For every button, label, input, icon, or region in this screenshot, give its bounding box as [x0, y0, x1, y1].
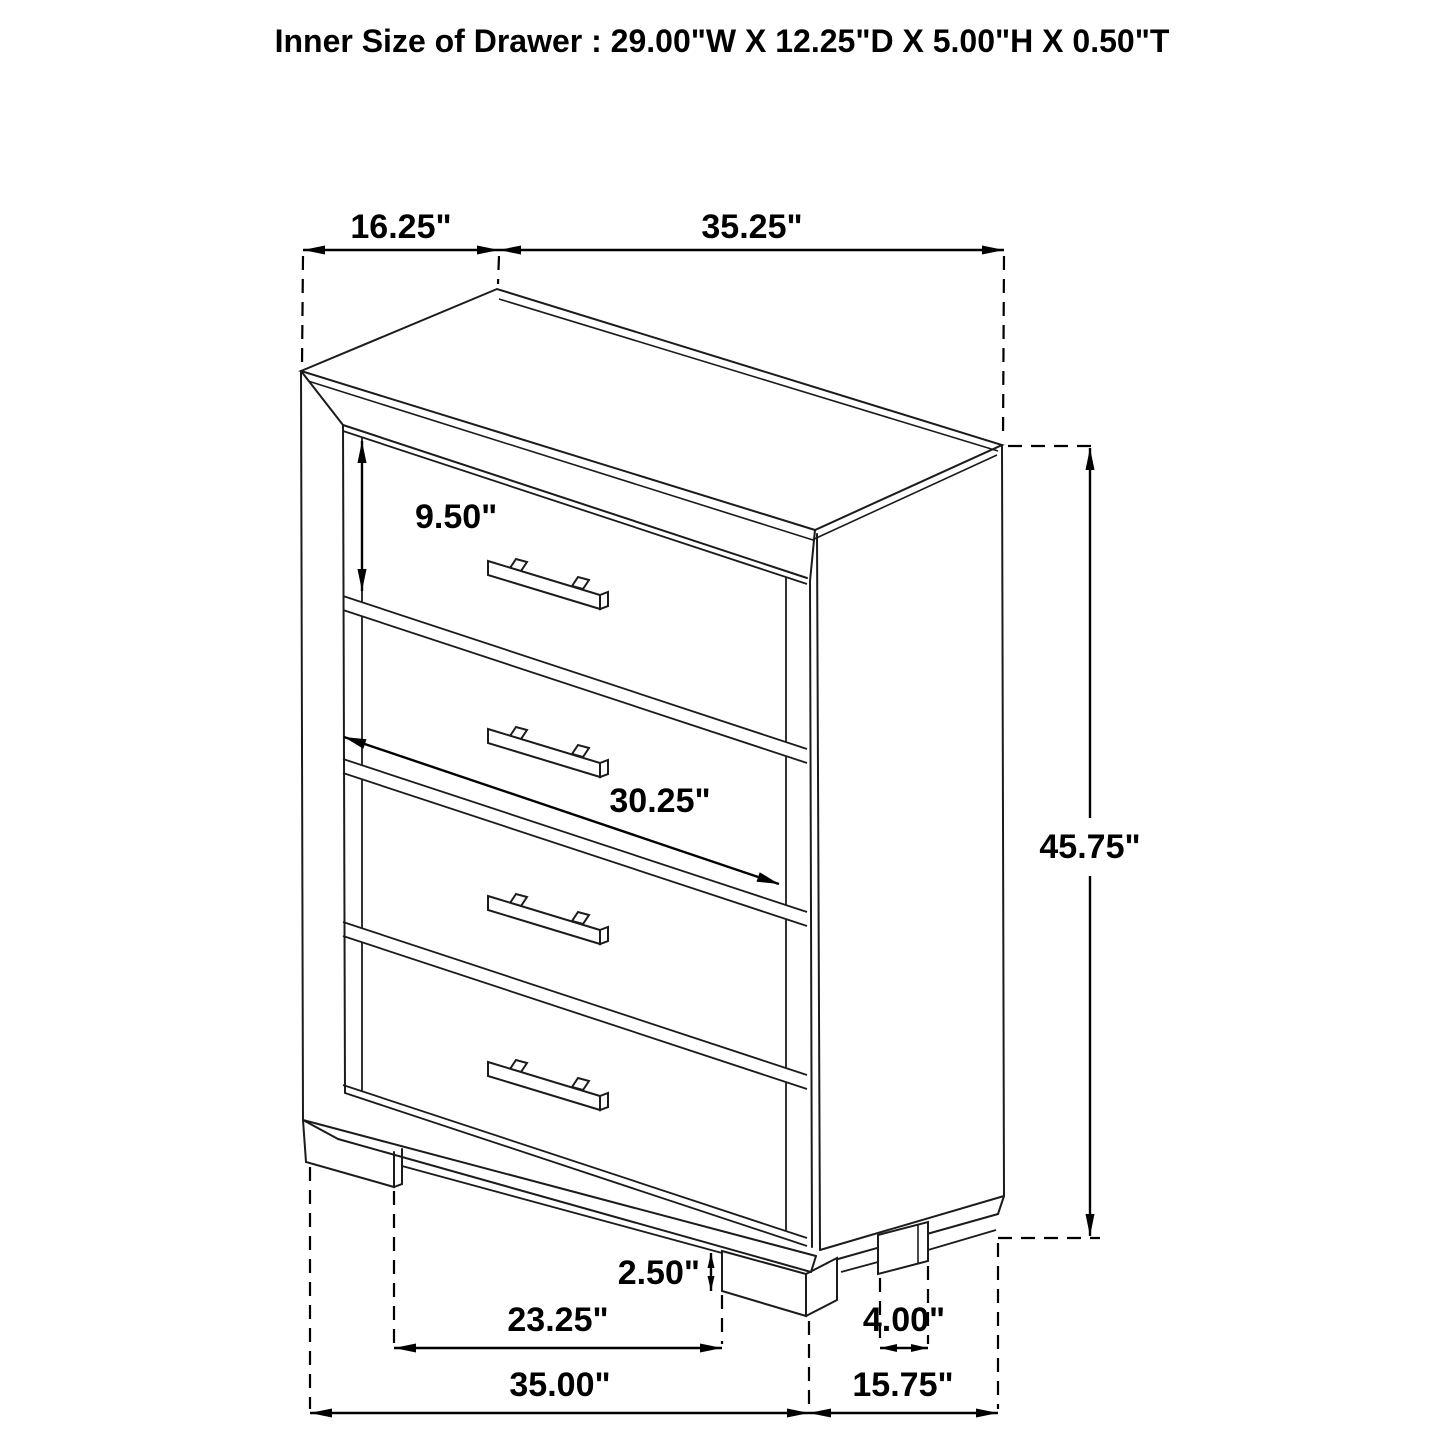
drawer-width-label: 30.25"	[609, 782, 711, 820]
drawer-height-label: 9.50"	[415, 498, 498, 536]
dimension-back-foot	[863, 1266, 945, 1352]
overall-depth-label: 15.75"	[852, 1366, 954, 1404]
front-right-inner-edge	[810, 581, 812, 1247]
overall-height-label: 45.75"	[1039, 828, 1141, 866]
dimension-foot-height	[618, 1253, 715, 1292]
top-depth-label: 16.25"	[350, 208, 452, 246]
dimension-overall-height	[998, 446, 1141, 1238]
diagram-title: Inner Size of Drawer : 29.00"W X 12.25"D X 5.00"H X 0.50"T	[274, 23, 1170, 59]
drawer-2-handle	[488, 727, 608, 777]
top-face	[301, 289, 1002, 530]
left-outer-edge	[301, 371, 303, 1120]
back-right-edge	[1002, 445, 1004, 1196]
foot-height-label: 2.50"	[617, 1254, 700, 1292]
crown-right-bevel	[810, 530, 815, 581]
overall-width-label: 35.00"	[509, 1366, 611, 1404]
front-right-corner-edge	[817, 534, 820, 1250]
dimension-drawer-height	[358, 441, 498, 591]
back-foot-label: 4.00"	[862, 1301, 946, 1339]
drawer-rails	[343, 431, 807, 1246]
drawer-1-handle	[488, 559, 608, 609]
drawer-4-handle	[488, 1060, 608, 1110]
top-width-label: 35.25"	[701, 208, 803, 246]
feet-span-label: 23.25"	[507, 1301, 609, 1339]
front-right-foot	[722, 1251, 837, 1316]
drawer-3-handle	[488, 894, 608, 944]
